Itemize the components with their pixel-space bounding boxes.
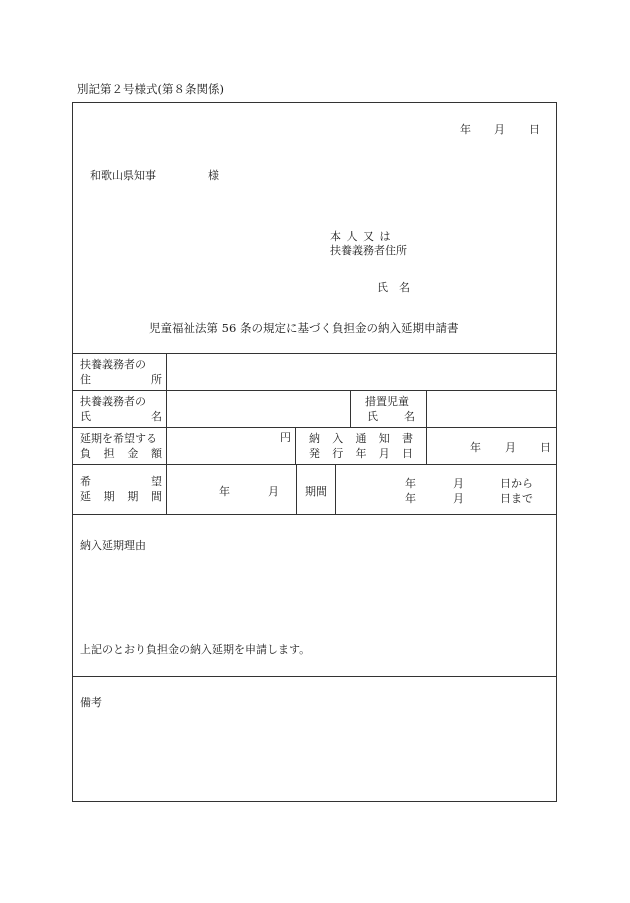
- yen-unit: 円: [280, 431, 291, 444]
- period-from-month: 月: [453, 477, 464, 490]
- reason-label: 納入延期理由: [80, 539, 146, 552]
- row-amount-label-line2: [80, 446, 162, 461]
- label-char: 名: [404, 410, 415, 423]
- row-name-label-line2: [80, 409, 162, 424]
- label-char: 希: [80, 475, 91, 488]
- label-char: 額: [150, 447, 162, 460]
- child-name-label: [365, 394, 415, 424]
- row-period-label-line2: [80, 489, 162, 504]
- row-address-label: [80, 357, 162, 387]
- date-day-label: 日: [529, 123, 540, 136]
- label-char: 納: [309, 432, 320, 445]
- date-month-label: 月: [494, 123, 505, 136]
- period-from-year: 年: [405, 477, 416, 490]
- label-char: 知: [378, 432, 390, 445]
- row-period-label: [80, 474, 162, 504]
- row-address-label-line2: [80, 372, 162, 387]
- row-amount-label-line1: [80, 431, 162, 446]
- notice-date-day: 日: [540, 441, 551, 454]
- row-name-label: [80, 394, 162, 424]
- row-period-label-line1: [80, 474, 162, 489]
- notice-left-divider: [295, 427, 296, 464]
- row-divider: [73, 514, 556, 515]
- period-month-unit: 月: [268, 485, 279, 498]
- label-char: 負: [80, 447, 91, 460]
- date-year-label: 年: [460, 123, 471, 136]
- label-char: 月: [378, 447, 390, 460]
- section-divider: [73, 676, 556, 677]
- amount-input-field[interactable]: [167, 428, 294, 463]
- notice-date-month: 月: [505, 441, 516, 454]
- label-char: 金: [127, 447, 139, 460]
- label-char: 通: [355, 432, 367, 445]
- label-char: 書: [402, 432, 413, 445]
- label-text: 延期を希望する: [80, 432, 157, 445]
- remarks-input-area[interactable]: [79, 711, 549, 795]
- label-char: 担: [103, 447, 115, 460]
- label-char: 所: [151, 373, 162, 386]
- reason-input-area[interactable]: [79, 555, 549, 637]
- row-name-label-line1: [80, 394, 162, 409]
- row-amount-label: [80, 431, 162, 461]
- label-char: 住: [80, 373, 91, 386]
- honorific: 様: [208, 169, 219, 182]
- notice-label-line1: [309, 431, 413, 446]
- application-statement: 上記のとおり負担金の納入延期を申請します。: [80, 643, 311, 656]
- label-char: 名: [151, 410, 162, 423]
- applicant-address-label: 本 人 又 は: [330, 230, 392, 243]
- document-title: 児童福祉法第 56 条の規定に基づく負担金の納入延期申請書: [149, 321, 459, 335]
- period-to-year: 年: [405, 492, 416, 505]
- child-label-left-divider: [350, 390, 351, 427]
- label-char: 氏: [367, 410, 378, 423]
- notice-date-year: 年: [470, 441, 481, 454]
- child-name-label-line1: [365, 394, 415, 409]
- applicant-address-label-2: 扶養義務者住所: [330, 244, 407, 257]
- label-char: 期: [127, 490, 139, 503]
- period-year-unit: 年: [219, 485, 230, 498]
- label-text: 措置児童: [365, 395, 409, 408]
- addressee: 和歌山県知事: [90, 169, 156, 182]
- row-address-label-line1: [80, 357, 162, 372]
- label-char: 入: [332, 432, 344, 445]
- period-label: 期間: [305, 485, 327, 498]
- label-char: 延: [80, 490, 91, 503]
- label-char: 行: [332, 447, 344, 460]
- applicant-name-label: 氏 名: [377, 281, 410, 294]
- address-input-field[interactable]: [167, 354, 556, 389]
- period-left-divider: [296, 464, 297, 514]
- label-char: 間: [150, 490, 162, 503]
- label-text: 扶養義務者の: [80, 358, 146, 371]
- child-name-input-field[interactable]: [427, 391, 556, 426]
- label-char: 発: [309, 447, 320, 460]
- label-char: 日: [402, 447, 413, 460]
- period-from-suffix: 日から: [500, 477, 533, 490]
- period-to-suffix: 日まで: [500, 492, 533, 505]
- child-name-label-line2: [365, 409, 415, 424]
- period-to-month: 月: [453, 492, 464, 505]
- notice-date-input-field[interactable]: [427, 428, 556, 463]
- notice-label-line2: [309, 446, 413, 461]
- remarks-label: 備考: [80, 696, 102, 709]
- label-char: 望: [151, 475, 162, 488]
- application-form: [72, 102, 557, 802]
- guardian-name-input-field[interactable]: [167, 391, 349, 426]
- label-text: 扶養義務者の: [80, 395, 146, 408]
- label-char: 期: [103, 490, 115, 503]
- notice-issue-date-label: [309, 431, 413, 461]
- label-char: 氏: [80, 410, 91, 423]
- form-number-title: 別記第２号様式(第８条関係): [77, 82, 224, 96]
- label-char: 年: [355, 447, 367, 460]
